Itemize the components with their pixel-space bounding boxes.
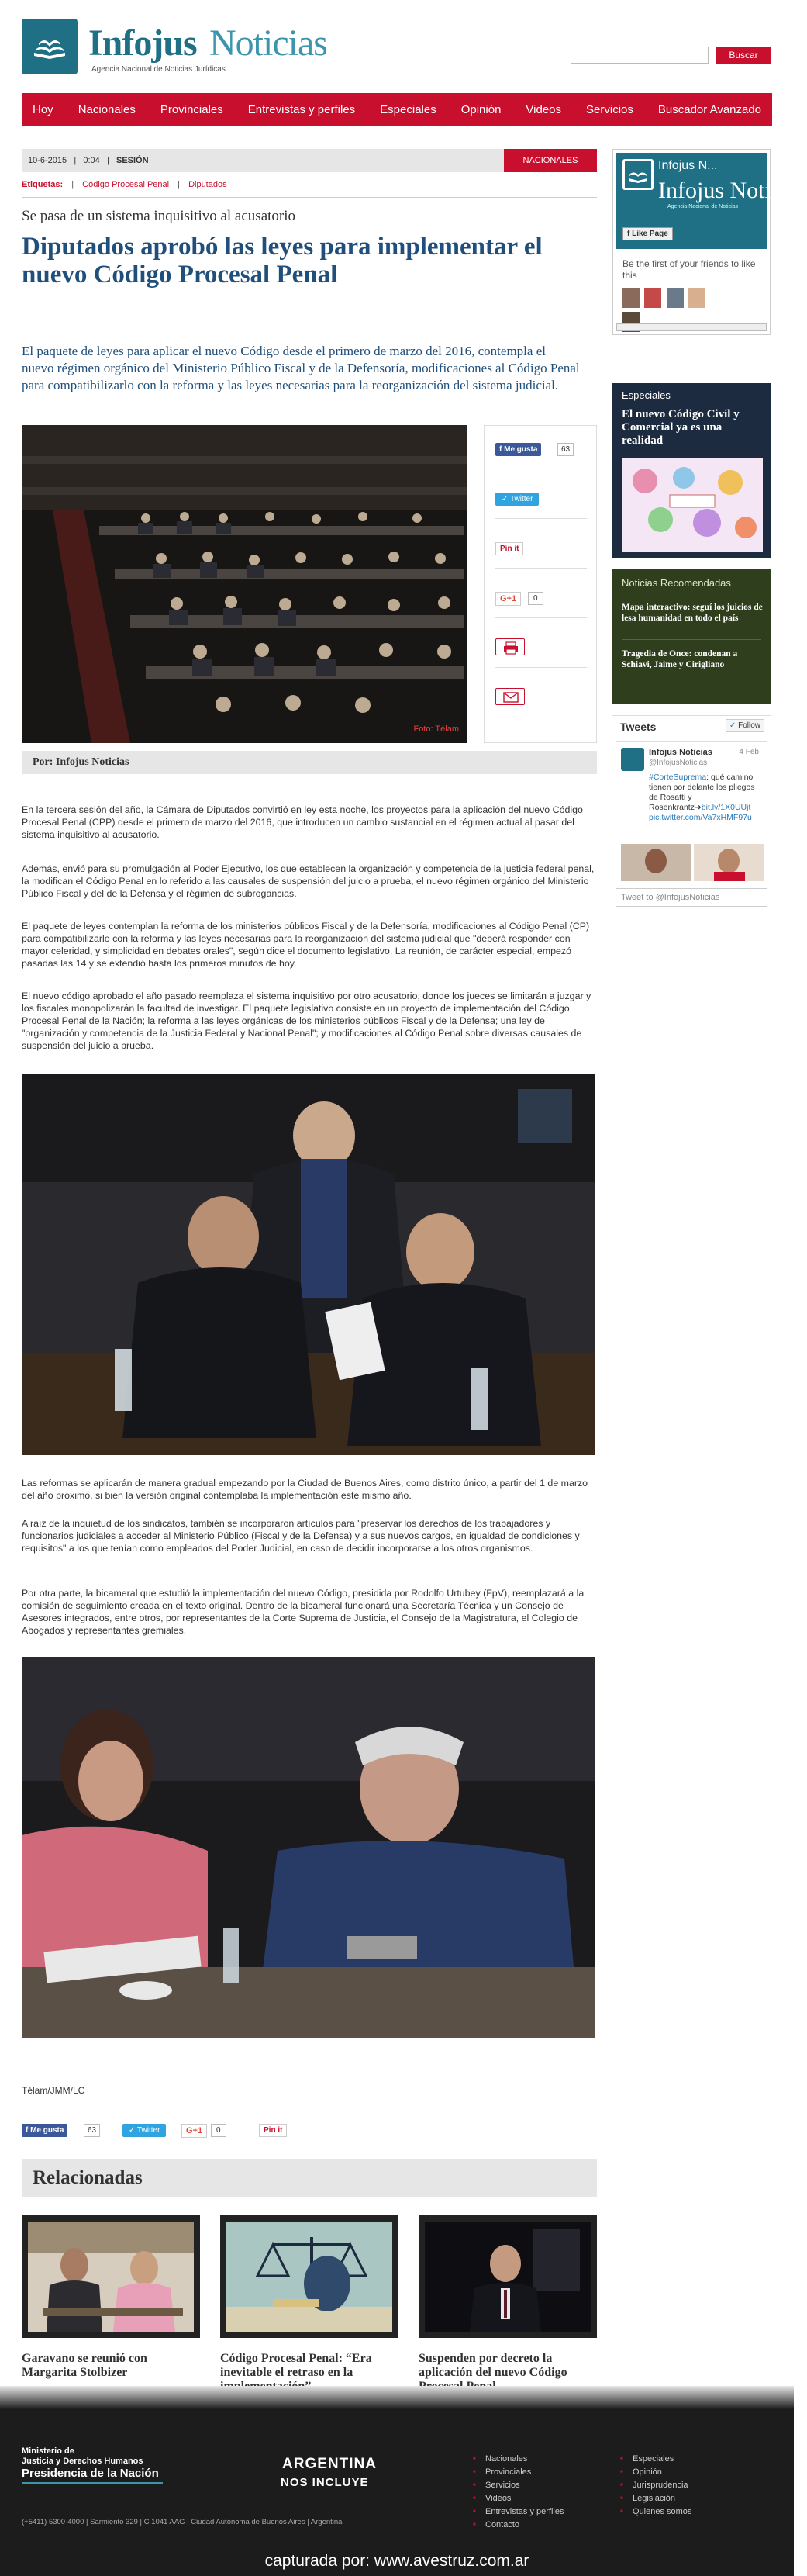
share-row-googleplus bbox=[495, 575, 587, 618]
facebook-page-title[interactable]: Infojus N... bbox=[658, 159, 718, 172]
capture-watermark: capturada por: www.avestruz.com.ar bbox=[264, 2552, 529, 2570]
nav-item-entrevistas[interactable]: Entrevistas y perfiles bbox=[247, 102, 356, 116]
pinterest-button[interactable]: Pin it bbox=[259, 2124, 287, 2137]
main-nav bbox=[22, 93, 772, 126]
tweet-timeline[interactable] bbox=[616, 741, 767, 880]
avatar[interactable] bbox=[667, 288, 684, 308]
googleplus-button[interactable]: G+1 bbox=[181, 2124, 207, 2138]
facebook-page-widget bbox=[612, 149, 807, 335]
footer-link[interactable]: ■ Servicios bbox=[471, 2481, 564, 2490]
article-meta-bar bbox=[22, 149, 597, 172]
facebook-like-count: 63 bbox=[557, 443, 574, 456]
article-lead: El paquete de leyes para aplicar el nuevo Código desde el primero de marzo del 2016, contempla el nuevo régimen orgánico del Ministerio Público Fiscal y de la Defensoría, modificaciones al Código Penal para compatibilizarlo con la reforma y las leyes necesarias para la reorganización del sistema judicial. bbox=[22, 344, 580, 392]
tweet-hashtag[interactable]: #CorteSuprema bbox=[649, 773, 707, 782]
share-row-print bbox=[495, 624, 587, 668]
article-date: 10-6-2015 bbox=[28, 156, 67, 165]
article-kicker: Se pasa de un sistema inquisitivo al acusatorio bbox=[22, 208, 296, 224]
facebook-widget-scrollbar[interactable] bbox=[616, 323, 767, 331]
twitter-share-button[interactable] bbox=[122, 2124, 166, 2137]
tweet-author-handle[interactable]: @InfojusNoticias bbox=[649, 759, 708, 767]
related-title[interactable]: Garavano se reunió con Margarita Stolbizer bbox=[22, 2352, 147, 2379]
facebook-like-button[interactable] bbox=[22, 2124, 67, 2137]
avatar[interactable] bbox=[622, 288, 640, 308]
nav-item-servicios[interactable]: Servicios bbox=[586, 102, 633, 116]
footer-gradient bbox=[0, 2386, 794, 2409]
googleplus-count: 0 bbox=[211, 2124, 226, 2137]
tweet-compose-input[interactable]: Tweet to @InfojusNoticias bbox=[616, 888, 767, 907]
main-photo bbox=[22, 425, 467, 743]
facebook-like-count: 63 bbox=[84, 2124, 100, 2137]
site-header bbox=[0, 0, 794, 89]
footer-ministry[interactable] bbox=[22, 2446, 143, 2467]
article-section: SESIÓN bbox=[116, 156, 149, 165]
tweet-body: : qué camino tienen por delante los pliegos de Rosatti y Rosenkrantz bbox=[649, 773, 755, 812]
recommended-item[interactable]: Tragedia de Once: condenan a Schiavi, Jaime y Cirigliano bbox=[622, 649, 738, 669]
article-paragraph: En la tercera sesión del año, la Cámara de Diputados convirtió en ley esta noche, los proyectos para la aplicación del nuevo Código Procesal Penal (CPP) desde el primero de marzo del 2016, que introducen un cambio sustancial en el régimen actual al pasar del sistema inquisitivo al acusatorio. bbox=[22, 804, 583, 840]
especiales-label: Especiales bbox=[622, 389, 671, 401]
facebook-like-label: Me gusta bbox=[504, 445, 538, 454]
footer-link[interactable]: ■ Especiales bbox=[619, 2454, 691, 2464]
article-author: Por: Infojus Noticias bbox=[22, 751, 597, 774]
twitter-icon: ✓ bbox=[729, 721, 739, 730]
facebook-icon: f bbox=[499, 445, 505, 454]
tags-row: Etiquetas: | Código Procesal Penal | Diputados bbox=[22, 180, 227, 189]
tweet-link[interactable]: bit.ly/1X0UUjt bbox=[701, 803, 751, 812]
facebook-icon: f bbox=[627, 230, 633, 238]
twitter-icon: ✓ bbox=[129, 2126, 137, 2135]
site-footer bbox=[0, 2386, 794, 2576]
search-input[interactable] bbox=[571, 47, 709, 64]
related-thumbnail[interactable] bbox=[220, 2215, 398, 2338]
article-meta: 10-6-2015 | 0:04 | SESIÓN bbox=[28, 156, 149, 165]
facebook-cover[interactable] bbox=[616, 153, 807, 249]
article-photo-deputies bbox=[22, 1074, 595, 1455]
related-title[interactable]: Suspenden por decreto la aplicación del nuevo Código bbox=[419, 2352, 567, 2379]
tags-label: Etiquetas: bbox=[22, 180, 64, 189]
avatar[interactable] bbox=[644, 288, 661, 308]
especiales-box[interactable] bbox=[612, 383, 771, 558]
nav-item-especiales[interactable]: Especiales bbox=[380, 102, 436, 116]
nav-item-buscador-avanzado[interactable]: Buscador Avanzado bbox=[657, 102, 762, 116]
tag-link[interactable]: Código Procesal Penal bbox=[82, 180, 170, 189]
related-item[interactable] bbox=[220, 2215, 398, 2394]
facebook-icon: f bbox=[26, 2126, 31, 2135]
article-photo-speaker bbox=[22, 1657, 595, 2038]
footer-link[interactable]: ■ Provinciales bbox=[471, 2467, 564, 2477]
recommended-item[interactable]: Mapa interactivo: seguí los juicios de lesa humanidad en todo el país bbox=[622, 603, 763, 623]
photo-credit: Foto: Télam bbox=[413, 724, 459, 734]
footer-link[interactable]: ■ Videos bbox=[471, 2494, 564, 2503]
bottom-share-bar bbox=[22, 2124, 332, 2141]
footer-links-col2 bbox=[619, 2454, 691, 2520]
footer-link[interactable]: ■ Entrevistas y perfiles bbox=[471, 2507, 564, 2516]
nav-item-opinion[interactable]: Opinión bbox=[460, 102, 502, 116]
tweets-heading: Tweets bbox=[620, 721, 657, 733]
facebook-cover-name: Infojus Noticias bbox=[658, 178, 807, 203]
avatar[interactable] bbox=[621, 748, 644, 771]
share-row-email bbox=[495, 674, 587, 717]
footer-link[interactable]: ■ Legislación bbox=[619, 2494, 691, 2503]
logo-icon[interactable] bbox=[22, 19, 78, 74]
tweet-media[interactable] bbox=[621, 844, 764, 881]
twitter-widget bbox=[612, 715, 771, 911]
recommended-label: Noticias Recomendadas bbox=[622, 577, 731, 589]
nav-item-provinciales[interactable]: Provinciales bbox=[160, 102, 223, 116]
facebook-like-page-button[interactable] bbox=[622, 227, 673, 240]
tag-link[interactable]: Diputados bbox=[188, 180, 227, 189]
footer-ministry-line2: Justicia y Derechos Humanos bbox=[22, 2457, 143, 2466]
pinterest-button[interactable]: Pin it bbox=[495, 542, 523, 555]
divider bbox=[22, 197, 597, 198]
category-badge[interactable]: NACIONALES bbox=[504, 149, 597, 172]
nav-item-hoy[interactable]: Hoy bbox=[33, 102, 53, 116]
nav-item-videos[interactable]: Videos bbox=[526, 102, 562, 116]
twitter-share-button[interactable] bbox=[495, 493, 539, 506]
footer-links-col1 bbox=[471, 2454, 564, 2533]
article-paragraph: A raíz de la inquietud de los sindicatos, también se incorporaron artículos para "preservar los derechos de los trabajadores y funcionarios judiciales a acceder al Ministerio Público (Fiscal y de la Defensa) y a sus nuevos cargos, en igualdad de condiciones y requisitos" a los que tenían como empleados del Poder Judicial, en caso de decidir incorporarse a los otros organismos. bbox=[22, 1518, 580, 1554]
especiales-title[interactable]: El nuevo Código Civil y Comercial ya es una realidad bbox=[622, 408, 740, 447]
footer-link[interactable]: ■ Jurisprudencia bbox=[619, 2481, 691, 2490]
facebook-like-page-label: Like Page bbox=[632, 230, 668, 238]
share-row-twitter bbox=[495, 475, 587, 519]
logo-text-noticias[interactable]: Noticias bbox=[209, 22, 327, 64]
related-thumbnail[interactable] bbox=[419, 2215, 597, 2338]
article-title: Diputados aprobó las leyes para implementar el nuevo Código Procesal Penal bbox=[22, 233, 543, 289]
footer-ministry-line1: Ministerio de bbox=[22, 2446, 74, 2456]
related-thumbnail[interactable] bbox=[22, 2215, 200, 2338]
especiales-image[interactable] bbox=[622, 458, 763, 552]
footer-link[interactable]: ■ Quienes somos bbox=[619, 2507, 691, 2516]
twitter-icon: ✓ bbox=[502, 495, 510, 503]
arrow-right-icon: ➔ bbox=[694, 803, 702, 812]
twitter-follow-label: Follow bbox=[738, 721, 760, 730]
tweet-text bbox=[649, 773, 762, 823]
footer-address: (+5411) 5300-4000 | Sarmiento 329 | C 1041 AAG | Ciudad Autónoma de Buenos Aires | Argentina bbox=[22, 2518, 343, 2526]
nav-item-nacionales[interactable]: Nacionales bbox=[78, 102, 136, 116]
recommended-box bbox=[612, 569, 771, 704]
share-row-facebook bbox=[495, 426, 587, 469]
related-item[interactable] bbox=[22, 2215, 200, 2380]
article-time: 0:04 bbox=[83, 156, 100, 165]
print-button[interactable] bbox=[495, 638, 525, 655]
tweet-author-name[interactable]: Infojus Noticias bbox=[649, 748, 712, 757]
article-paragraph: El paquete de leyes contemplan la reforma de los ministerios públicos Fiscal y de la Defensoría, modificaciones al Código Penal (CP) para compatibilizarlo con la reforma y las leyes necesarias para la reorganización del sistema judicial que "deberá responder con mayor celeridad, y simplicidad en debates orales", según dice el documento legislativo. La reunión, de carácter especial, empezó pasadas las 14 y se extendió hasta los primeros minutos de hoy. bbox=[22, 921, 590, 969]
article-paragraph: El nuevo código aprobado el año pasado reemplaza el sistema inquisitivo por otro acusatorio, donde los jueces se limitarán a juzgar y los fiscales monopolizarán la facultad de investigar. El paquete legislativo consiste en un proyecto de implementación del Código Procesal Penal de la Nación; la reforma a las leyes orgánicas de los ministerios públicos Fiscal y de la Defensa; una ley de "organización y competencia de la Justicia Federal y Nacional Penal"; y modificaciones al Código Penal sobre diversas causales de suspensión del juicio a prueba. bbox=[22, 991, 591, 1051]
footer-argentina: ARGENTINA bbox=[282, 2456, 377, 2472]
search-button[interactable]: Buscar bbox=[716, 47, 771, 64]
email-button[interactable] bbox=[495, 688, 525, 705]
print-icon bbox=[496, 639, 526, 656]
article-paragraph: Además, envió para su promulgación al Poder Ejecutivo, los que establecen la organización y competencia de la justicia federal penal, la modifican el Código Penal en lo referido a las causales de suspensión del juicio a prueba, el nuevo régimen orgánico del Ministerio Público Fiscal y del de la Defensa y el régimen de subrogancias. bbox=[22, 863, 595, 899]
facebook-like-button[interactable] bbox=[495, 443, 541, 456]
facebook-cover-subtitle: Agencia Nacional de Noticias bbox=[667, 204, 739, 209]
facebook-like-label: Me gusta bbox=[30, 2126, 64, 2135]
footer-presidency[interactable]: Presidencia de la Nación bbox=[22, 2467, 159, 2480]
related-item[interactable] bbox=[419, 2215, 597, 2394]
footer-nos-incluye: NOS INCLUYE bbox=[281, 2476, 369, 2489]
share-row-pinterest bbox=[495, 525, 587, 569]
facebook-friends-text: Be the first of your friends to like this bbox=[622, 258, 756, 281]
related-title[interactable]: Código Procesal Penal: “Era inevitable el retraso en la bbox=[220, 2352, 372, 2379]
googleplus-count: 0 bbox=[528, 592, 543, 605]
related-heading: Relacionadas bbox=[22, 2159, 597, 2197]
logo-tagline: Agencia Nacional de Noticias Jurídicas bbox=[91, 65, 226, 74]
footer-ministry-underline bbox=[22, 2482, 163, 2484]
article-paragraph: Las reformas se aplicarán de manera gradual empezando por la Ciudad de Buenos Aires, como distrito único, a partir del 1 de marzo del año próximo, si bien la versión original contemplaba la implementación este mismo año. bbox=[22, 1478, 588, 1501]
footer-link[interactable]: ■ Opinión bbox=[619, 2467, 691, 2477]
avatar[interactable] bbox=[688, 288, 705, 308]
twitter-share-label: Twitter bbox=[509, 495, 533, 503]
twitter-follow-button[interactable] bbox=[726, 719, 764, 732]
email-icon bbox=[496, 689, 526, 706]
tweet-date[interactable]: 4 Feb bbox=[739, 748, 759, 756]
article-signature: Télam/JMM/LC bbox=[22, 2085, 85, 2096]
share-box bbox=[484, 425, 597, 743]
facebook-friend-avatars bbox=[622, 288, 716, 308]
tweet-pic-link[interactable]: pic.twitter.com/Va7xHMF97u bbox=[649, 813, 752, 822]
facebook-page-logo-icon bbox=[622, 159, 654, 190]
article-paragraph: Por otra parte, la bicameral que estudió la implementación del nuevo Código, presidida por Rodolfo Urtubey (FpV), reemplazará a la comisión de seguimiento creada en el texto original. Dentro de la bicameral funcionará una Secretaría Técnica y un Consejo de Asesores integrados, entre otros, por representantes de la Corte Suprema de Justicia, el Consejo de la Magistratura, el Colegio de Abogados y representantes gremiales. bbox=[22, 1588, 585, 1636]
googleplus-button[interactable]: G+1 bbox=[495, 592, 521, 606]
footer-link[interactable]: ■ Contacto bbox=[471, 2520, 564, 2529]
twitter-share-label: Twitter bbox=[136, 2126, 160, 2135]
footer-link[interactable]: ■ Nacionales bbox=[471, 2454, 564, 2464]
logo-text-infojus[interactable]: Infojus bbox=[88, 22, 197, 64]
divider bbox=[622, 639, 761, 640]
